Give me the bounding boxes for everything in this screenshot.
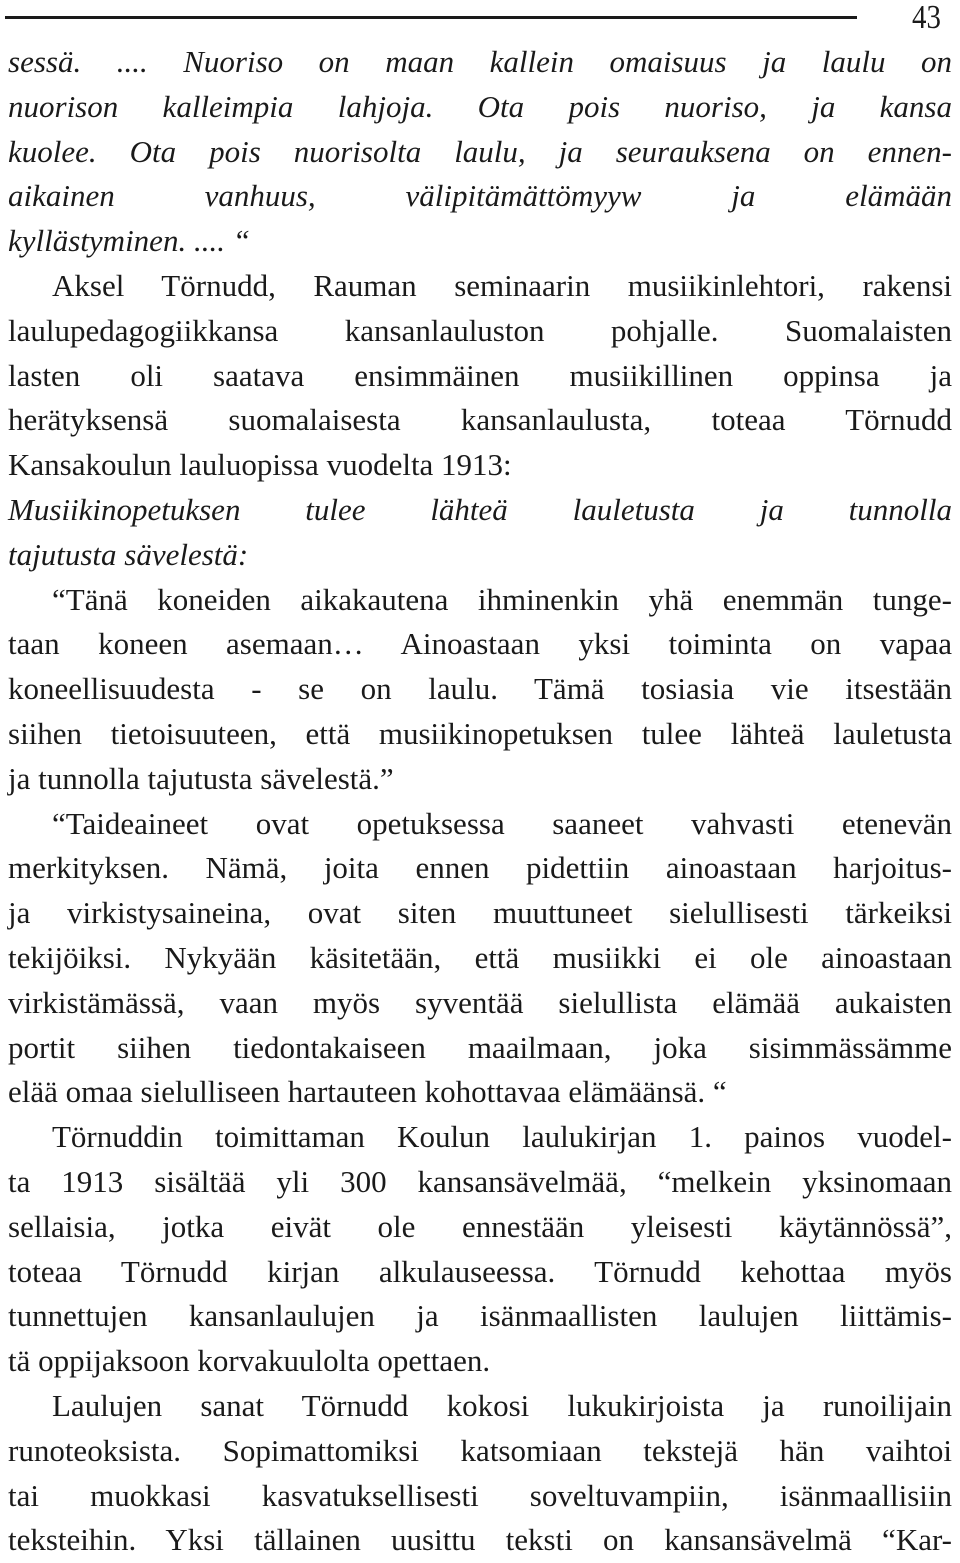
text-line: taan koneen asemaan… Ainoastaan yksi toiminta on vapaa <box>8 626 952 662</box>
header-rule <box>5 16 857 19</box>
text-line: ja virkistysaineina, ovat siten muuttuneet sielullisesti tärkeiksi <box>8 895 952 931</box>
text-line: “Tänä koneiden aikakautena ihminenkin yhä enemmän tunge- <box>52 581 952 617</box>
text-line: sessä. .... Nuoriso on maan kallein omaisuus ja laulu on <box>8 44 952 79</box>
text-line: teksteihin. Yksi tällainen uusittu teksti on kansansävelmä “Kar- <box>8 1522 952 1558</box>
text-line: lasten oli saatava ensimmäinen musiikillinen oppinsa ja <box>8 357 952 393</box>
text-line: tekijöiksi. Nykyään käsitetään, että musiikki ei ole ainoastaan <box>8 939 952 975</box>
text-line: tai muokkasi kasvatuksellisesti soveltuvampiin, isänmaallisiin <box>8 1477 952 1513</box>
text-line: sellaisia, jotka eivät ole ennestään yleisesti käytännössä”, <box>8 1208 952 1244</box>
text-line: siihen tietoisuuteen, että musiikinopetuksen tulee lähteä lauletusta <box>8 715 952 751</box>
text-line: Aksel Törnudd, Rauman seminaarin musiikinlehtori, rakensi <box>52 267 952 303</box>
text-line: laulupedagogiikkansa kansanlauluston pohjalle. Suomalaisten <box>8 312 952 348</box>
text-line: tunnettujen kansanlaulujen ja isänmaallisten laulujen liittämis- <box>8 1298 952 1334</box>
text-line: tä oppijaksoon korvakuulolta opettaen. <box>8 1343 491 1379</box>
text-line: elää omaa sielulliseen hartauteen kohottavaa elämäänsä. “ <box>8 1074 727 1110</box>
text-line: kuolee. Ota pois nuorisolta laulu, ja seurauksena on ennen- <box>8 133 952 169</box>
text-line: Kansakoulun lauluopissa vuodelta 1913: <box>8 447 512 483</box>
text-line: merkityksen. Nämä, joita ennen pidettiin ainoastaan harjoitus- <box>8 850 952 886</box>
page-number: 43 <box>912 0 941 36</box>
text-line: ta 1913 sisältää yli 300 kansansävelmää, “melkein yksinomaan <box>8 1163 952 1199</box>
text-line: nuorison kalleimpia lahjoja. Ota pois nuoriso, ja kansa <box>8 88 952 124</box>
text-line: “Taideaineet ovat opetuksessa saaneet vahvasti etenevän <box>52 805 952 841</box>
text-line: toteaa Törnudd kirjan alkulauseessa. Törnudd kehottaa myös <box>8 1253 952 1289</box>
text-line: Laulujen sanat Törnudd kokosi lukukirjoista ja runoilijain <box>52 1387 952 1423</box>
text-line: Musiikinopetuksen tulee lähteä lauletusta ja tunnolla <box>8 491 952 527</box>
text-line: virkistämässä, vaan myös syventää sielullista elämää aukaisten <box>8 984 952 1020</box>
text-line: ja tunnolla tajutusta sävelestä.” <box>8 760 394 796</box>
text-line: herätyksensä suomalaisesta kansanlaulusta, toteaa Törnudd <box>8 402 952 438</box>
text-line: tajutusta sävelestä: <box>8 536 249 572</box>
text-line: portit siihen tiedontakaiseen maailmaan, joka sisimmässämme <box>8 1029 952 1065</box>
body-text <box>8 40 952 1563</box>
text-line: koneellisuudesta - se on laulu. Tämä tosiasia vie itsestään <box>8 671 952 707</box>
text-line: Törnuddin toimittaman Koulun laulukirjan 1. painos vuodel- <box>52 1119 952 1155</box>
text-line: aikainen vanhuus, välipitämättömyyw ja elämään <box>8 178 952 214</box>
text-line: runoteoksista. Sopimattomiksi katsomiaan tekstejä hän vaihtoi <box>8 1432 952 1468</box>
text-line: kyllästyminen. .... “ <box>8 223 250 259</box>
